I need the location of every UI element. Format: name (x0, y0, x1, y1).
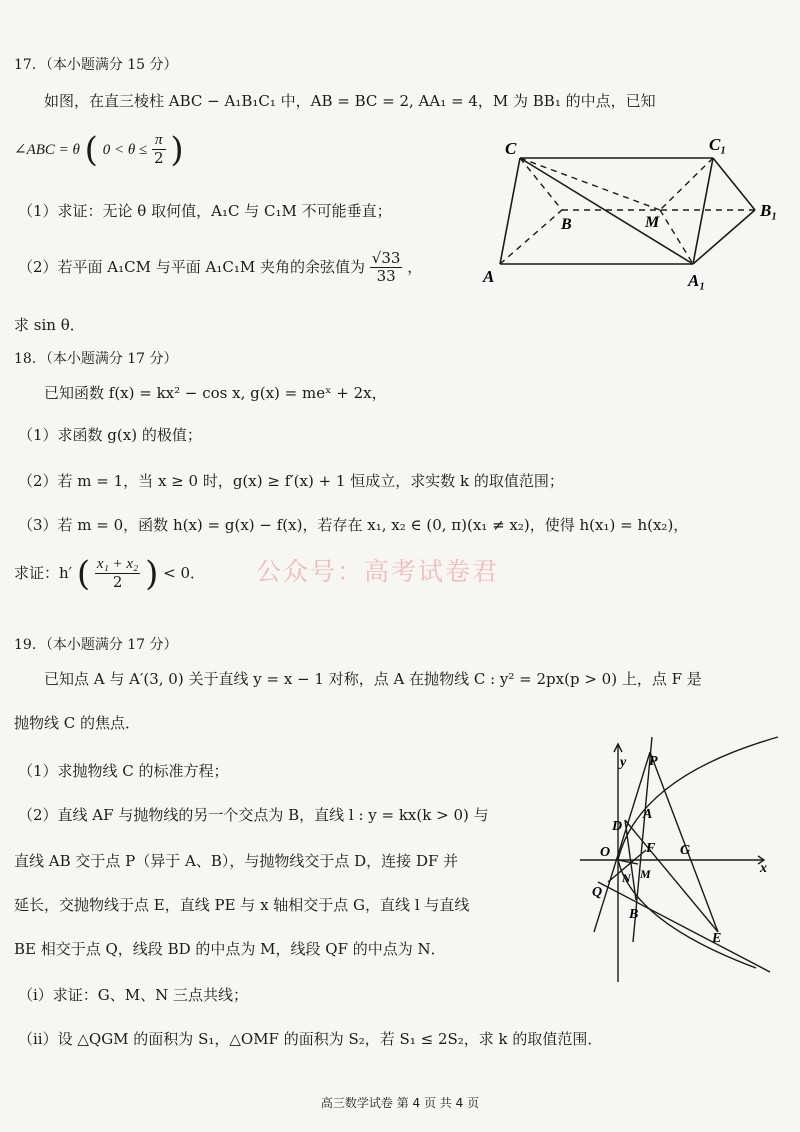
label-b1: B₁ (760, 201, 778, 220)
left-paren: ( (76, 553, 91, 594)
q19-header: 19．（本小题满分 17 分） (14, 637, 178, 653)
page-footer: 高三数学试卷 第 4 页 共 4 页 (320, 1096, 480, 1110)
q17-angle-fraction (152, 132, 166, 168)
label-a1: A₁ (688, 271, 706, 290)
q18-part2: （2）若 m = 1，当 x ≥ 0 时，g(x) ≥ f′(x) + 1 恒成立，求实数 k 的取值范围； (18, 472, 564, 490)
q17-cosine-fraction (370, 250, 403, 286)
label-m: M (640, 867, 651, 881)
edge-c1-b1 (713, 158, 755, 210)
right-paren: ) (170, 129, 184, 170)
q19-part2-line2: 直线 AB 交于点 P（异于 A、B），与抛物线交于点 D，连接 DF 并 (14, 852, 459, 870)
label-c1: C₁ (709, 135, 727, 154)
q19-parabola-figure (578, 732, 790, 992)
q19-sub-ii: （ii）设 △QGM 的面积为 S₁，△OMF 的面积为 S₂，若 S₁ ≤ 2S₂，求 k 的取值范围． (18, 1030, 603, 1048)
line-be (598, 882, 770, 972)
q17-part2-text: （2）若平面 A₁CM 与平面 A₁C₁M 夹角的余弦值为 (18, 257, 365, 276)
q18-proof-tail: < 0． (163, 563, 205, 582)
label-g: G (680, 843, 691, 858)
label-n: N (622, 871, 631, 885)
label-e: E (712, 931, 722, 946)
q19-part2-line1: （2）直线 AF 与抛物线的另一个交点为 B，直线 l : y = kx(k > 0) 与 (18, 806, 489, 824)
edge-c-a (500, 158, 520, 264)
label-b: B (561, 216, 572, 233)
q18-part3: （3）若 m = 0，函数 h(x) = g(x) − f(x)，若存在 x₁, x₂ ∈ (0, π)(x₁ ≠ x₂)，使得 h(x₁) = h(x₂)， (18, 516, 689, 534)
label-a: A (483, 267, 495, 286)
label-f: F (646, 841, 656, 856)
q17-angle-condition (14, 129, 184, 170)
line-pe (650, 752, 718, 932)
fraction-numerator: π (152, 132, 166, 150)
q17-prism-figure (475, 130, 795, 295)
q17-statement: 如图，在直三棱柱 ABC − A₁B₁C₁ 中，AB = BC = 2, AA₁ = 4，M 为 BB₁ 的中点，已知 (44, 92, 656, 110)
label-m: M (645, 214, 660, 231)
q18-statement: 已知函数 f(x) = kx² − cos x, g(x) = meˣ + 2x， (44, 384, 387, 402)
fraction-numerator: x₁ + x₂ (95, 556, 140, 574)
label-p: P (649, 754, 658, 769)
fraction-denominator: 33 (376, 267, 396, 286)
q18-proof (14, 553, 205, 594)
label-x: x (760, 861, 767, 876)
q19-statement-cont: 抛物线 C 的焦点． (14, 714, 141, 732)
segment-c-a1 (520, 158, 693, 264)
right-paren: ) (145, 553, 159, 594)
q19-part2-line4: BE 相交于点 Q，线段 BD 的中点为 M，线段 QF 的中点为 N． (14, 940, 446, 958)
left-paren: ( (84, 129, 98, 170)
q17-part1: （1）求证：无论 θ 取何值，A₁C 与 C₁M 不可能垂直； (18, 202, 392, 220)
label-y: y (620, 755, 627, 770)
label-a: A (643, 807, 653, 822)
label-d: D (612, 819, 623, 834)
label-c: C (505, 139, 517, 158)
fraction-numerator: √33 (371, 249, 401, 267)
q19-part2-line3: 延长，交抛物线于点 E，直线 PE 与 x 轴相交于点 G，直线 l 与直线 (14, 896, 470, 914)
q17-angle-cond: 0 < θ ≤ (102, 141, 148, 158)
label-o: O (600, 845, 611, 860)
q19-statement: 已知点 A 与 A′(3, 0) 关于直线 y = x − 1 对称，点 A 在抛物线 C : y² = 2px(p > 0) 上，点 F 是 (44, 670, 702, 688)
q18-part1: （1）求函数 g(x) 的极值； (18, 426, 202, 444)
q18-proof-text: 求证：h′ (14, 563, 73, 582)
fraction-denominator: 2 (153, 149, 164, 168)
watermark: 公众号：高考试卷君 (256, 557, 500, 586)
q17-part2-comma: ， (407, 257, 423, 276)
q17-angle-lhs: ∠ABC = θ (14, 141, 80, 158)
q18-proof-fraction (95, 556, 140, 592)
q18-header: 18．（本小题满分 17 分） (14, 351, 178, 367)
q19-sub-i: （i）求证：G、M、N 三点共线； (18, 986, 249, 1004)
q17-part2 (18, 250, 422, 286)
label-q: Q (592, 885, 603, 900)
segment-m-a1 (660, 210, 693, 264)
q19-part1: （1）求抛物线 C 的标准方程； (18, 762, 229, 780)
fraction-denominator: 2 (112, 573, 123, 592)
q17-part2-tail: 求 sin θ． (14, 316, 85, 334)
q17-header: 17．（本小题满分 15 分） (14, 57, 178, 73)
label-b: B (629, 907, 639, 922)
